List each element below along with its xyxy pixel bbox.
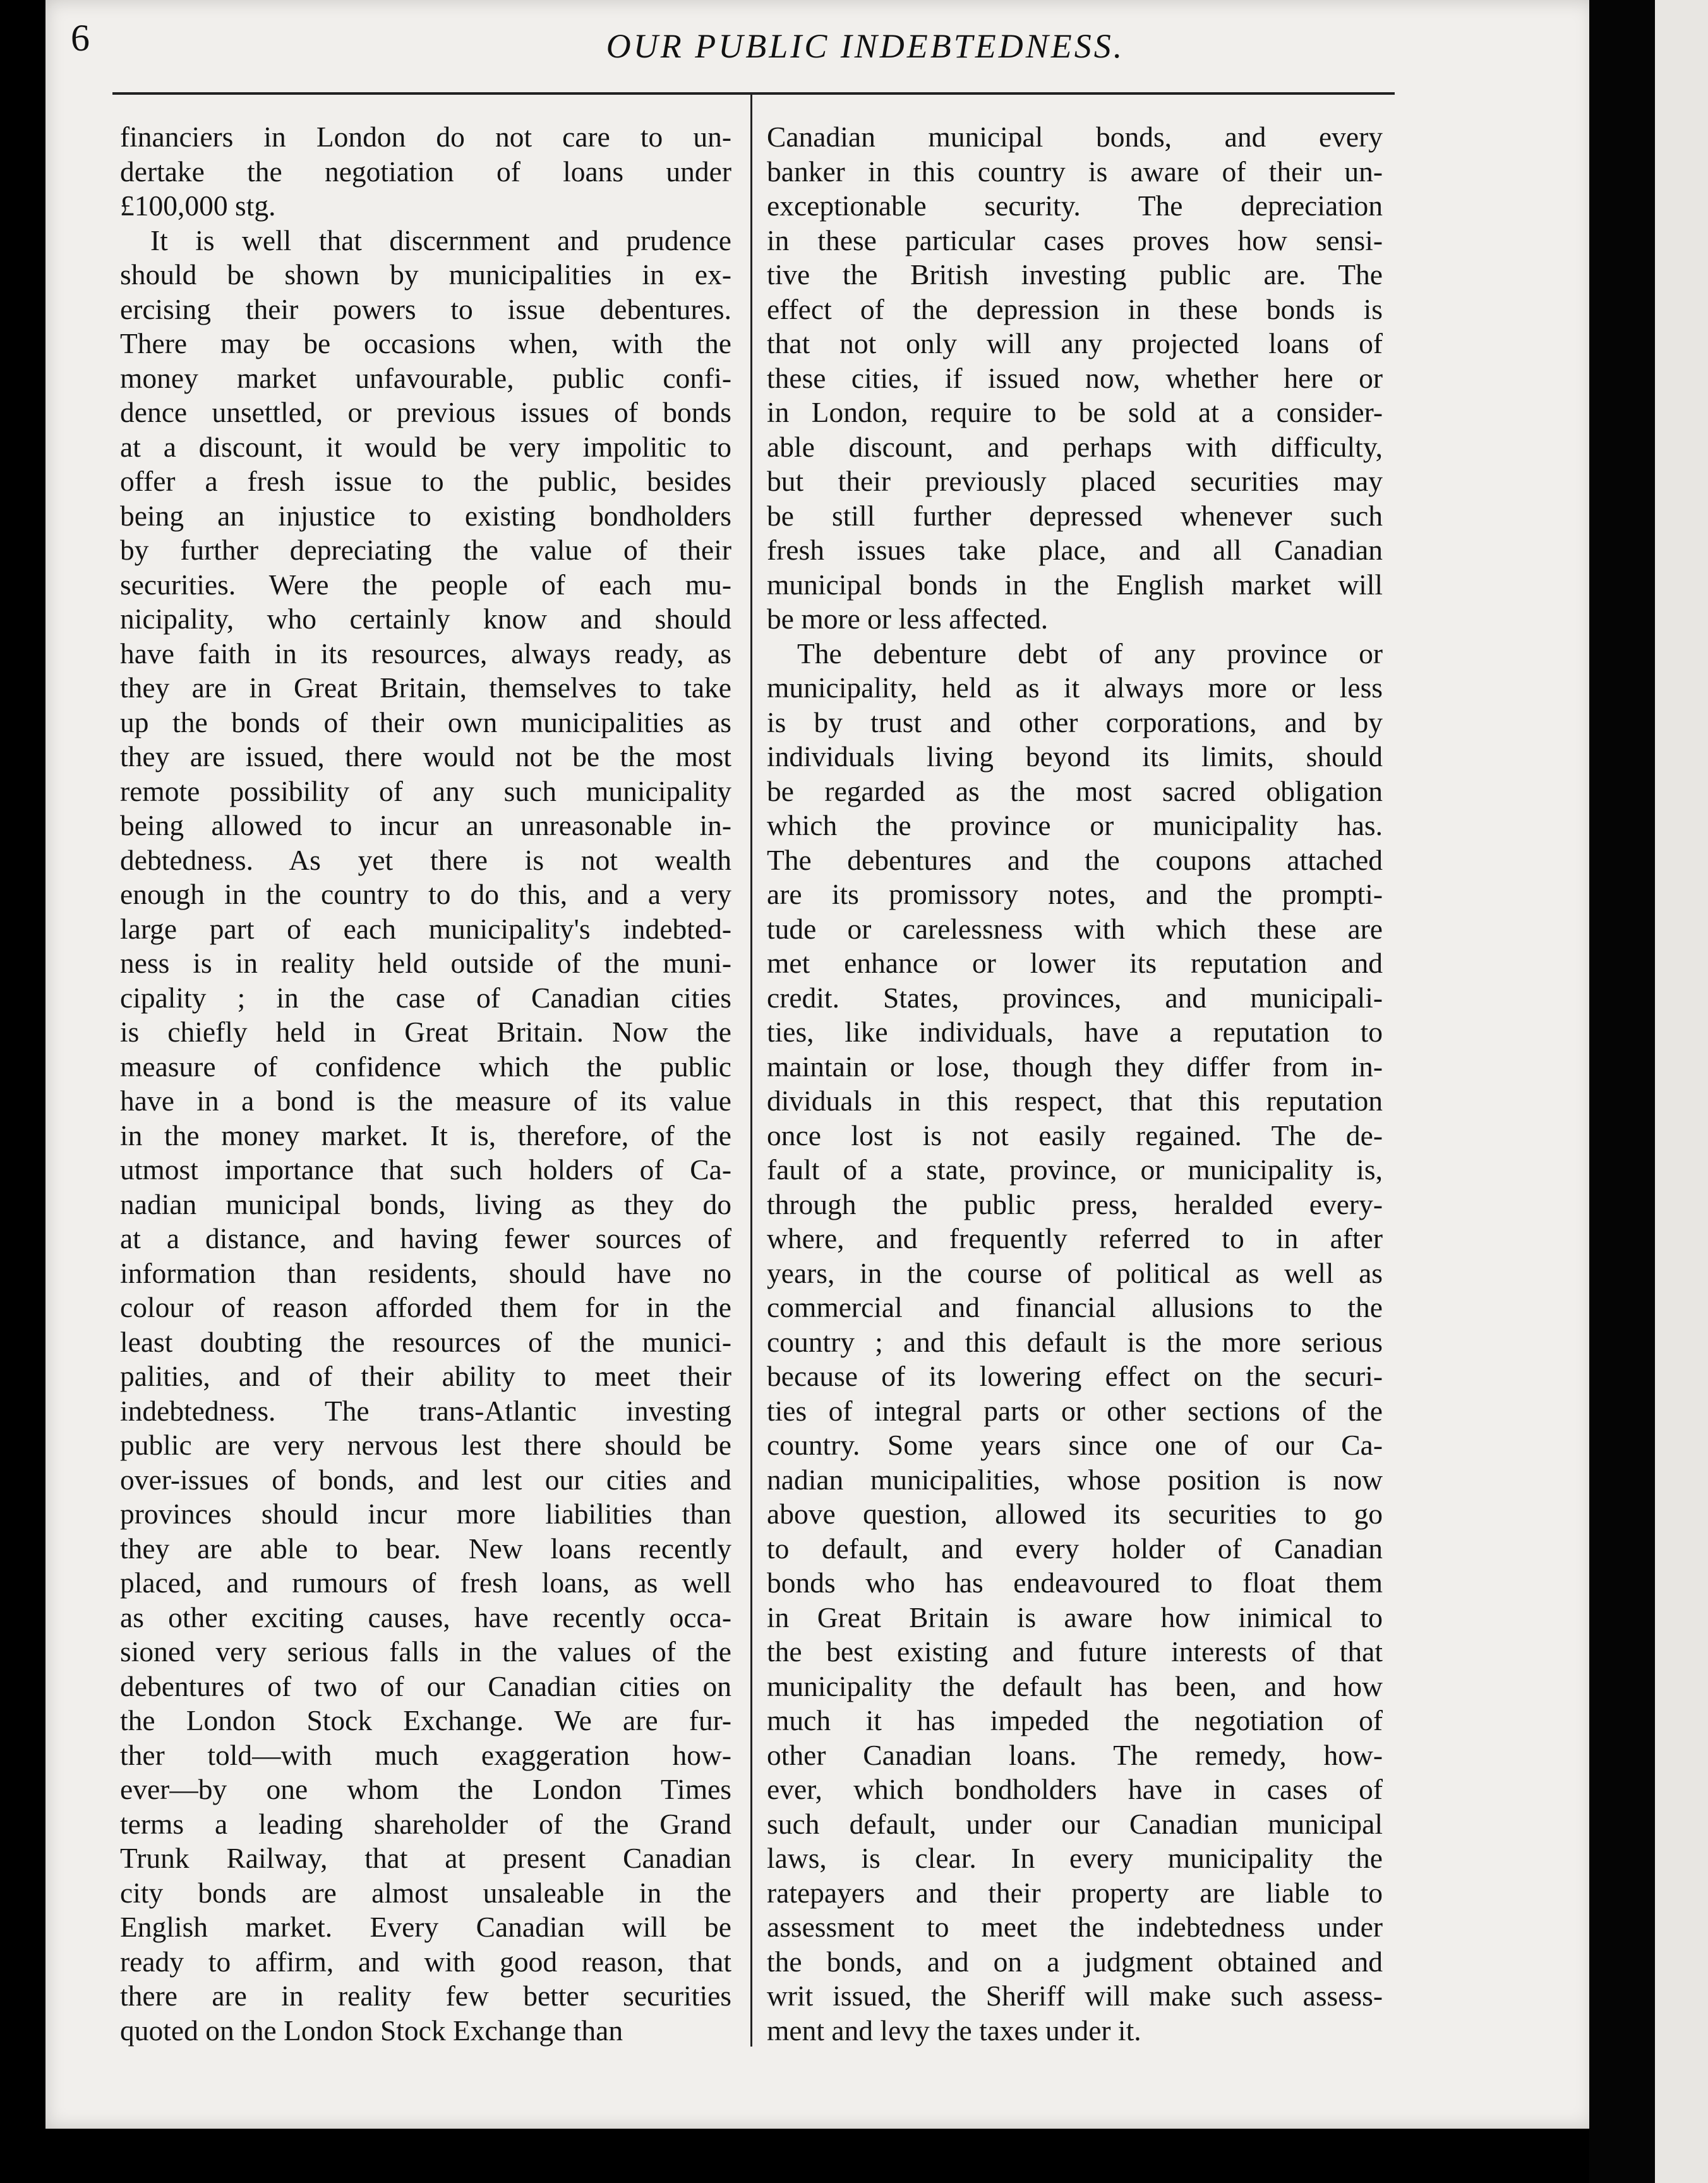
text-line: maintain or lose, though they differ from in- xyxy=(767,1050,1383,1083)
text-line: is by trust and other corporations, and by xyxy=(767,706,1383,738)
text-line: palities, and of their ability to meet their xyxy=(120,1360,731,1392)
text-line: ever, which bondholders have in cases of xyxy=(767,1773,1383,1805)
text-line: met enhance or lower its reputation and xyxy=(767,947,1383,979)
left-column xyxy=(120,120,731,2048)
text-line: ther told—with much exaggeration how- xyxy=(120,1738,731,1771)
text-line: least doubting the resources of the munici- xyxy=(120,1325,731,1358)
text-line: which the province or municipality has. xyxy=(767,809,1383,841)
text-line: assessment to meet the indebtedness under xyxy=(767,1911,1383,1943)
text-line: ment and levy the taxes under it. xyxy=(767,2014,1141,2047)
text-line: indebtedness. The trans-Atlantic investing xyxy=(120,1394,731,1427)
text-line: cipality ; in the case of Canadian cities xyxy=(120,981,731,1014)
text-line: above question, allowed its securities to go xyxy=(767,1498,1383,1530)
text-line: individuals living beyond its limits, should xyxy=(767,740,1383,773)
text-line: that not only will any projected loans of xyxy=(767,327,1383,359)
text-line: securities. Were the people of each mu- xyxy=(120,568,731,601)
text-line: writ issued, the Sheriff will make such assess- xyxy=(767,1980,1383,2012)
text-line: offer a fresh issue to the public, besides xyxy=(120,465,731,497)
text-line: nadian municipalities, whose position is now xyxy=(767,1463,1383,1496)
text-line: over-issues of bonds, and lest our cities and xyxy=(120,1463,731,1496)
text-line: municipality the default has been, and how xyxy=(767,1669,1383,1702)
text-line: financiers in London do not care to un- xyxy=(120,121,731,153)
text-line: in these particular cases proves how sensi- xyxy=(767,224,1383,256)
text-line: colour of reason afforded them for in the xyxy=(120,1291,731,1323)
facing-page-edge xyxy=(1655,0,1708,2183)
text-line: English market. Every Canadian will be xyxy=(120,1911,731,1943)
column-divider xyxy=(750,95,752,2047)
text-line: they are in Great Britain, themselves to take xyxy=(120,671,731,704)
text-line: information than residents, should have no xyxy=(120,1256,731,1289)
text-line: £100,000 stg. xyxy=(120,189,276,222)
text-line: Canadian municipal bonds, and every xyxy=(767,121,1383,153)
text-line: have faith in its resources, always ready, as xyxy=(120,637,731,670)
text-line: dertake the negotiation of loans under xyxy=(120,155,731,188)
text-line: being allowed to incur an unreasonable in- xyxy=(120,809,731,841)
text-line: by further depreciating the value of their xyxy=(120,534,731,566)
text-line: the London Stock Exchange. We are fur- xyxy=(120,1704,731,1736)
right-column xyxy=(767,120,1383,2048)
text-line: these cities, if issued now, whether here or xyxy=(767,361,1383,394)
text-line: laws, is clear. In every municipality the xyxy=(767,1842,1383,1874)
text-line: The debentures and the coupons attached xyxy=(767,843,1383,876)
text-line: bonds who has endeavoured to float them xyxy=(767,1567,1383,1599)
text-line: nicipality, who certainly know and should xyxy=(120,603,731,635)
text-line: quoted on the London Stock Exchange than xyxy=(120,2014,623,2047)
text-line: ties, like individuals, have a reputation to xyxy=(767,1016,1383,1048)
text-line: in London, require to be sold at a consider- xyxy=(767,396,1383,428)
text-line: ratepayers and their property are liable to xyxy=(767,1876,1383,1909)
text-line: Trunk Railway, that at present Canadian xyxy=(120,1842,731,1874)
text-line: debtedness. As yet there is not wealth xyxy=(120,843,731,876)
text-line: debentures of two of our Canadian cities on xyxy=(120,1669,731,1702)
text-line: the bonds, and on a judgment obtained and xyxy=(767,1945,1383,1978)
text-line: fresh issues take place, and all Canadian xyxy=(767,534,1383,566)
text-line: ercising their powers to issue debentures. xyxy=(120,292,731,325)
text-line: be regarded as the most sacred obligation xyxy=(767,774,1383,807)
text-line: ness is in reality held outside of the muni- xyxy=(120,947,731,979)
running-title: OUR PUBLIC INDEBTEDNESS. xyxy=(606,27,1125,65)
text-line: banker in this country is aware of their un- xyxy=(767,155,1383,188)
text-line: have in a bond is the measure of its value xyxy=(120,1085,731,1117)
text-line: in Great Britain is aware how inimical to xyxy=(767,1601,1383,1633)
text-line: terms a leading shareholder of the Grand xyxy=(120,1807,731,1840)
text-line: such default, under our Canadian municipal xyxy=(767,1807,1383,1840)
text-line: at a distance, and having fewer sources of xyxy=(120,1222,731,1254)
text-line: remote possibility of any such municipality xyxy=(120,774,731,807)
text-line: is chiefly held in Great Britain. Now the xyxy=(120,1016,731,1048)
text-line: ties of integral parts or other sections of the xyxy=(767,1394,1383,1427)
text-line: tude or carelessness with which these are xyxy=(767,912,1383,945)
text-line: they are able to bear. New loans recently xyxy=(120,1532,731,1565)
text-line: utmost importance that such holders of Ca- xyxy=(120,1153,731,1186)
text-line: dividuals in this respect, that this reputation xyxy=(767,1085,1383,1117)
header-rule xyxy=(112,92,1395,95)
text-line: nadian municipal bonds, living as they do xyxy=(120,1188,731,1220)
text-line: ever—by one whom the London Times xyxy=(120,1773,731,1805)
page-number: 6 xyxy=(71,17,90,59)
text-line: city bonds are almost unsaleable in the xyxy=(120,1876,731,1909)
text-line: tive the British investing public are. The xyxy=(767,258,1383,291)
text-line: able discount, and perhaps with difficulty, xyxy=(767,430,1383,463)
text-line: the best existing and future interests of that xyxy=(767,1635,1383,1668)
text-line: through the public press, heralded every- xyxy=(767,1188,1383,1220)
text-line: be still further depressed whenever such xyxy=(767,499,1383,532)
text-line: once lost is not easily regained. The de- xyxy=(767,1119,1383,1152)
text-line: ready to affirm, and with good reason, that xyxy=(120,1945,731,1978)
text-line: money market unfavourable, public confi- xyxy=(120,361,731,394)
text-line: are its promissory notes, and the prompti- xyxy=(767,878,1383,910)
text-line: dence unsettled, or previous issues of bonds xyxy=(120,396,731,428)
text-line: as other exciting causes, have recently occa- xyxy=(120,1601,731,1633)
text-line: enough in the country to do this, and a very xyxy=(120,878,731,910)
text-line: It is well that discernment and prudence xyxy=(150,224,731,256)
text-line: sioned very serious falls in the values of the xyxy=(120,1635,731,1668)
text-line: commercial and financial allusions to the xyxy=(767,1291,1383,1323)
text-line: being an injustice to existing bondholders xyxy=(120,499,731,532)
text-line: municipal bonds in the English market will xyxy=(767,568,1383,601)
text-line: provinces should incur more liabilities than xyxy=(120,1498,731,1530)
text-line: be more or less affected. xyxy=(767,603,1049,635)
text-line: municipality, held as it always more or less xyxy=(767,671,1383,704)
text-line: to default, and every holder of Canadian xyxy=(767,1532,1383,1565)
text-line: effect of the depression in these bonds is xyxy=(767,292,1383,325)
text-line: credit. States, provinces, and municipali- xyxy=(767,981,1383,1014)
text-line: where, and frequently referred to in after xyxy=(767,1222,1383,1254)
text-line: at a discount, it would be very impolitic to xyxy=(120,430,731,463)
text-line: country. Some years since one of our Ca- xyxy=(767,1429,1383,1461)
text-line: measure of confidence which the public xyxy=(120,1050,731,1083)
text-line: country ; and this default is the more serious xyxy=(767,1325,1383,1358)
text-line: public are very nervous lest there should be xyxy=(120,1429,731,1461)
text-line: much it has impeded the negotiation of xyxy=(767,1704,1383,1736)
text-line: they are issued, there would not be the most xyxy=(120,740,731,773)
text-line: but their previously placed securities may xyxy=(767,465,1383,497)
text-line: fault of a state, province, or municipality is, xyxy=(767,1153,1383,1186)
text-line: There may be occasions when, with the xyxy=(120,327,731,359)
text-line: other Canadian loans. The remedy, how- xyxy=(767,1738,1383,1771)
text-line: there are in reality few better securities xyxy=(120,1980,731,2012)
text-line: large part of each municipality's indebted- xyxy=(120,912,731,945)
text-line: The debenture debt of any province or xyxy=(797,637,1383,670)
text-line: exceptionable security. The depreciation xyxy=(767,189,1383,222)
text-line: placed, and rumours of fresh loans, as well xyxy=(120,1567,731,1599)
text-line: up the bonds of their own municipalities as xyxy=(120,706,731,738)
text-line: because of its lowering effect on the securi- xyxy=(767,1360,1383,1392)
text-line: years, in the course of political as well as xyxy=(767,1256,1383,1289)
text-line: should be shown by municipalities in ex- xyxy=(120,258,731,291)
text-line: in the money market. It is, therefore, of the xyxy=(120,1119,731,1152)
